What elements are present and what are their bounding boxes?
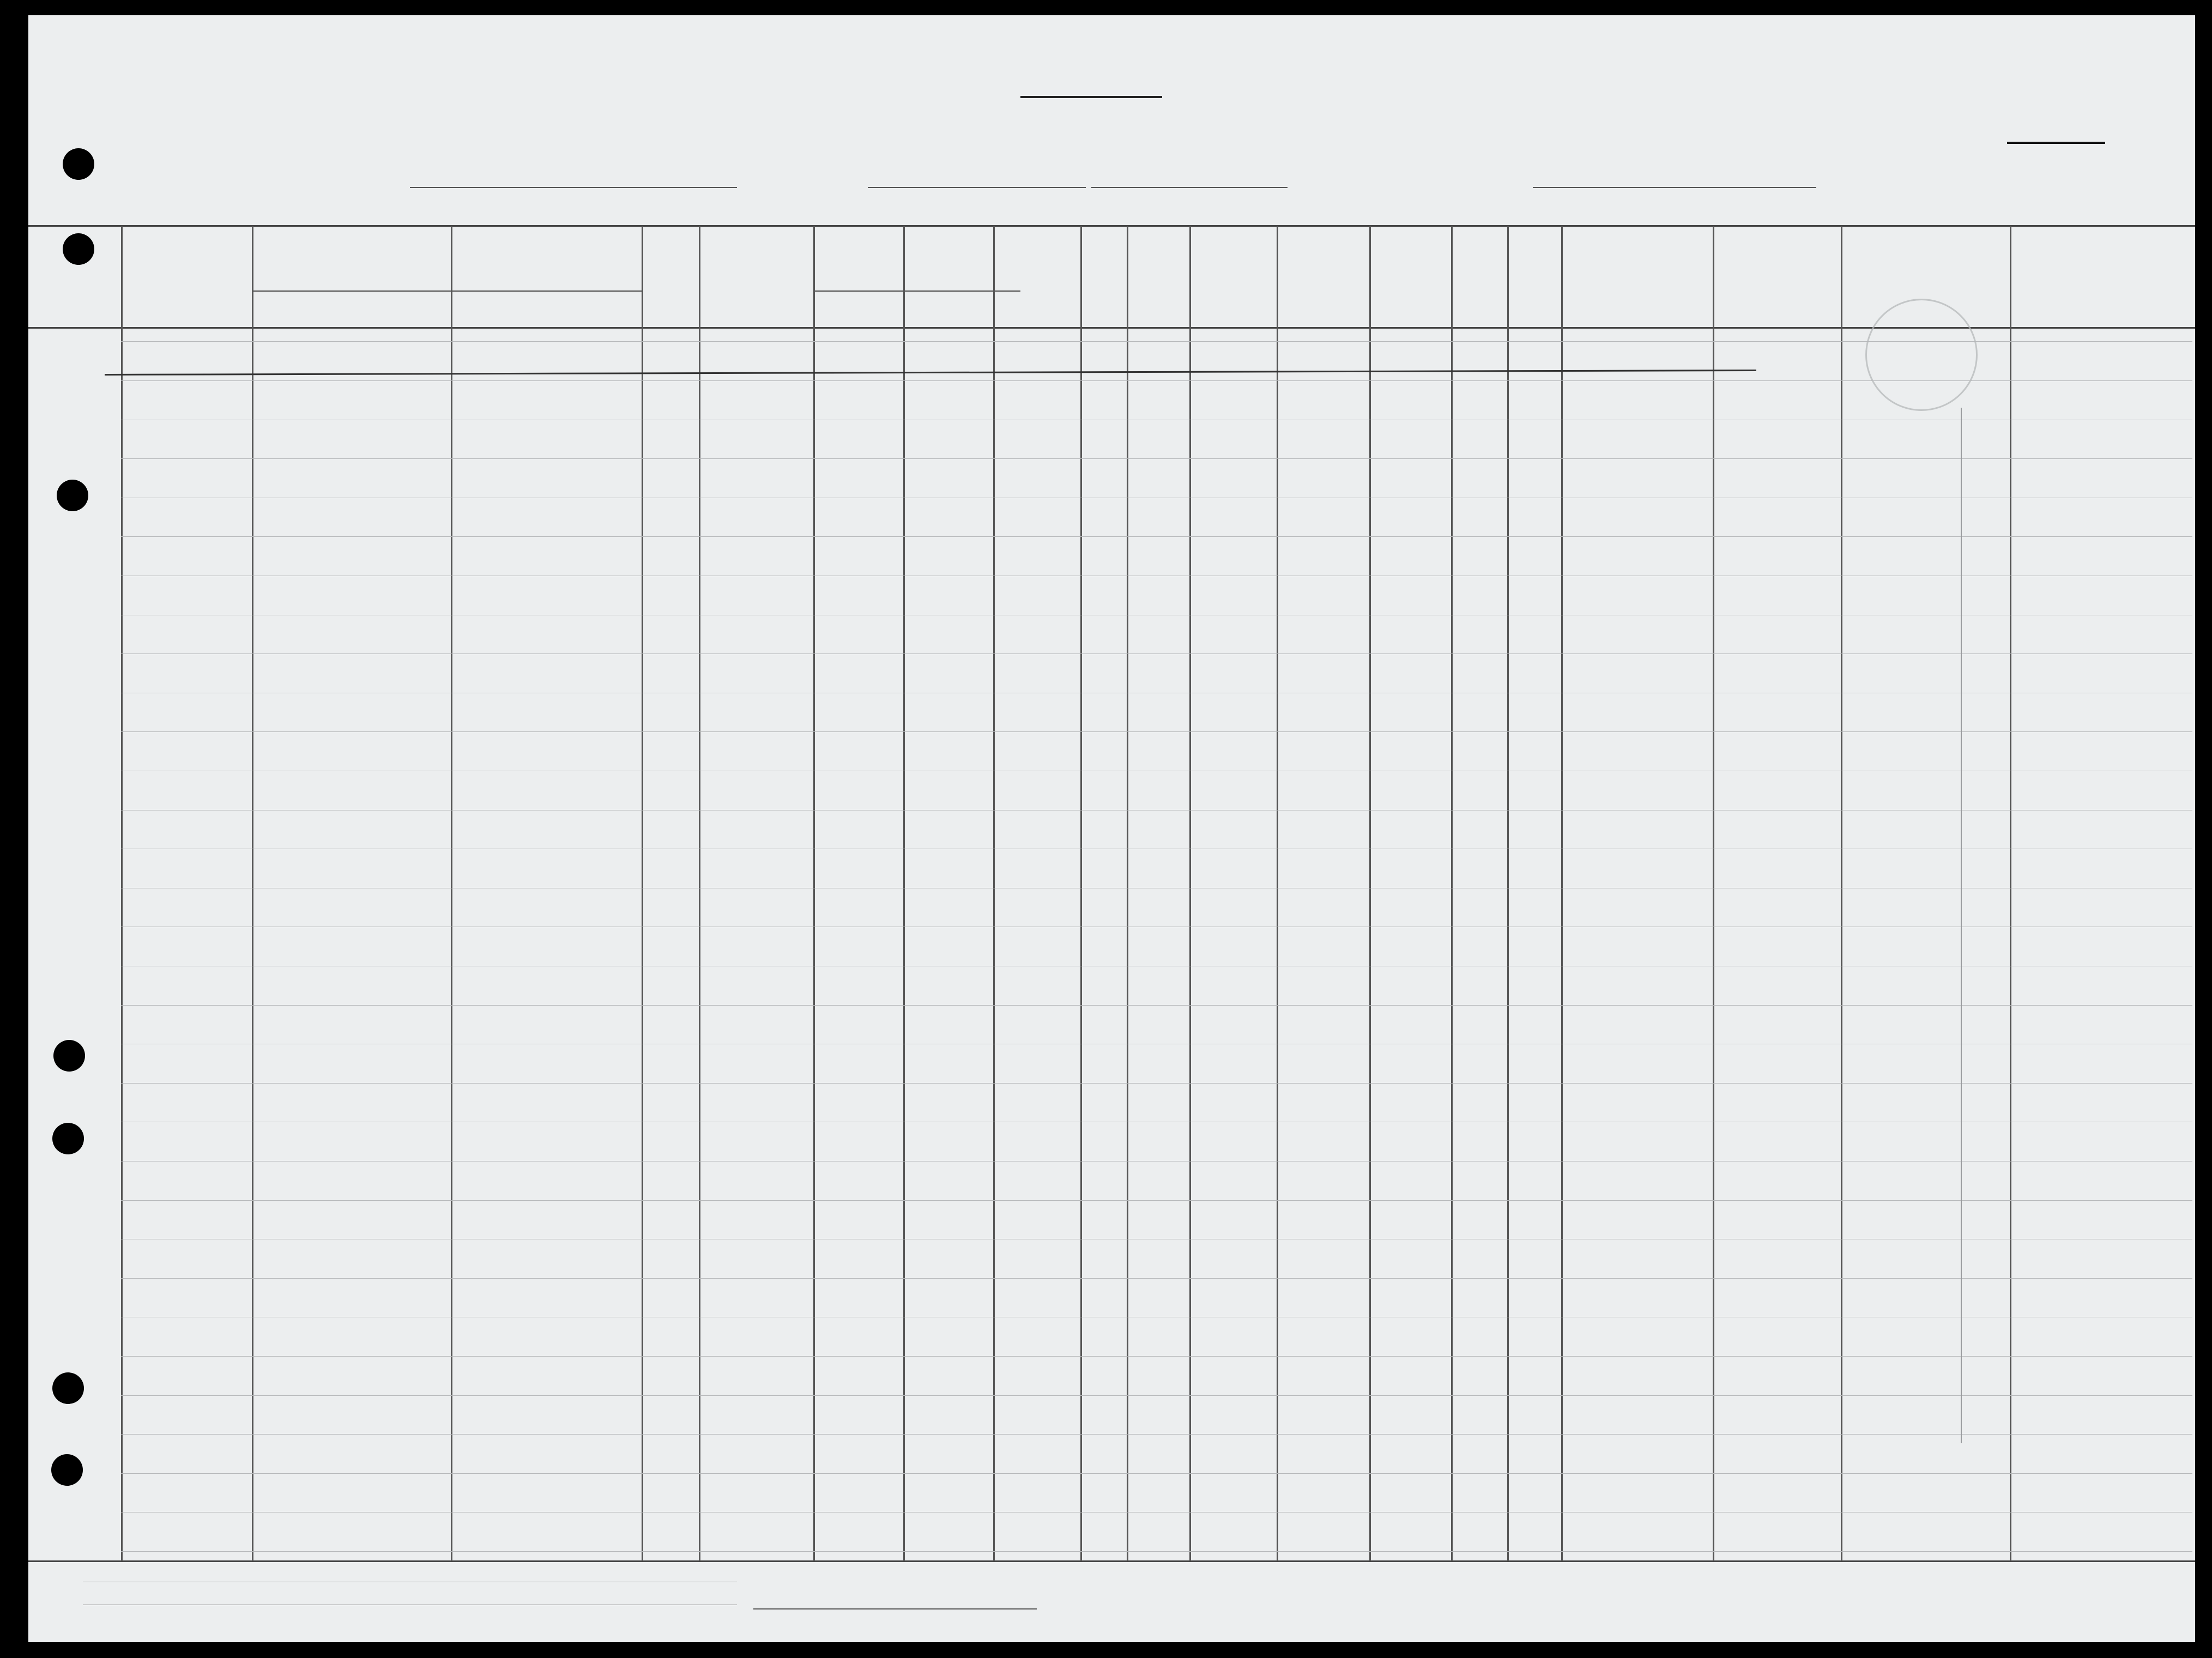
column-divider <box>903 226 905 1561</box>
manifest-sheet <box>28 15 2195 1642</box>
column-header <box>1563 229 1711 231</box>
column-divider <box>1713 226 1714 1561</box>
column-header <box>1509 229 1559 231</box>
column-divider <box>1841 226 1842 1561</box>
name-subheader-line <box>252 291 642 292</box>
row-rule <box>121 1434 2192 1435</box>
column-divider <box>993 226 995 1561</box>
column-header <box>1715 229 1839 231</box>
row-rule <box>121 1356 2192 1357</box>
row-rule <box>121 1005 2192 1006</box>
column-divider <box>252 226 253 1561</box>
date-line <box>1091 187 1288 188</box>
column-header <box>1083 229 1125 231</box>
row-rule <box>121 1395 2192 1396</box>
vessel-line <box>410 187 737 188</box>
punch-hole <box>63 233 94 265</box>
punch-hole <box>51 1454 83 1486</box>
column-divider <box>1451 226 1453 1561</box>
column-divider <box>1127 226 1128 1561</box>
row-rule <box>121 458 2192 459</box>
column-divider <box>121 226 123 1561</box>
column-header <box>815 229 901 231</box>
column-header <box>1453 229 1505 231</box>
row-rule <box>121 1473 2192 1474</box>
punch-hole <box>52 1123 84 1154</box>
column-divider <box>1507 226 1509 1561</box>
punch-hole <box>52 1372 84 1404</box>
sheet-number-underline <box>2007 142 2105 144</box>
shipped-subheader-line <box>813 291 1020 292</box>
column-divider <box>1189 226 1191 1561</box>
column-header <box>254 229 449 231</box>
column-divider <box>451 226 452 1561</box>
column-divider <box>642 226 643 1561</box>
punch-hole <box>57 480 88 511</box>
arrival-line <box>868 187 1086 188</box>
pencil-check-line <box>1961 408 1962 1443</box>
column-divider <box>813 226 815 1561</box>
column-header <box>453 229 697 253</box>
column-divider <box>1277 226 1278 1561</box>
column-header <box>701 229 811 231</box>
column-header <box>2012 229 2193 231</box>
row-rule <box>121 1278 2192 1279</box>
row-rule <box>121 1551 2192 1552</box>
row-rule <box>121 1200 2192 1201</box>
column-header <box>123 229 250 231</box>
column-header <box>1279 229 1367 231</box>
row-rule <box>121 653 2192 654</box>
column-header <box>905 229 1078 253</box>
table-bottom-border <box>28 1560 2195 1562</box>
column-divider <box>1080 226 1082 1561</box>
title-underline <box>1020 96 1162 98</box>
header-bottom-border <box>28 327 2195 329</box>
column-divider <box>1561 226 1563 1561</box>
signature-rule <box>753 1608 1037 1609</box>
column-header <box>1192 229 1274 231</box>
row-rule <box>121 731 2192 732</box>
punch-hole <box>63 148 94 180</box>
table-top-border <box>28 225 2195 227</box>
column-header <box>1843 229 2008 231</box>
column-divider <box>2010 226 2011 1561</box>
immigration-seal <box>1865 299 1978 411</box>
column-header <box>1129 229 1187 231</box>
port-line <box>1533 187 1816 188</box>
column-divider <box>1369 226 1371 1561</box>
column-header <box>1371 229 1449 231</box>
row-rule <box>121 536 2192 537</box>
punch-hole <box>53 1040 85 1072</box>
column-divider <box>699 226 700 1561</box>
row-rule <box>121 1083 2192 1084</box>
